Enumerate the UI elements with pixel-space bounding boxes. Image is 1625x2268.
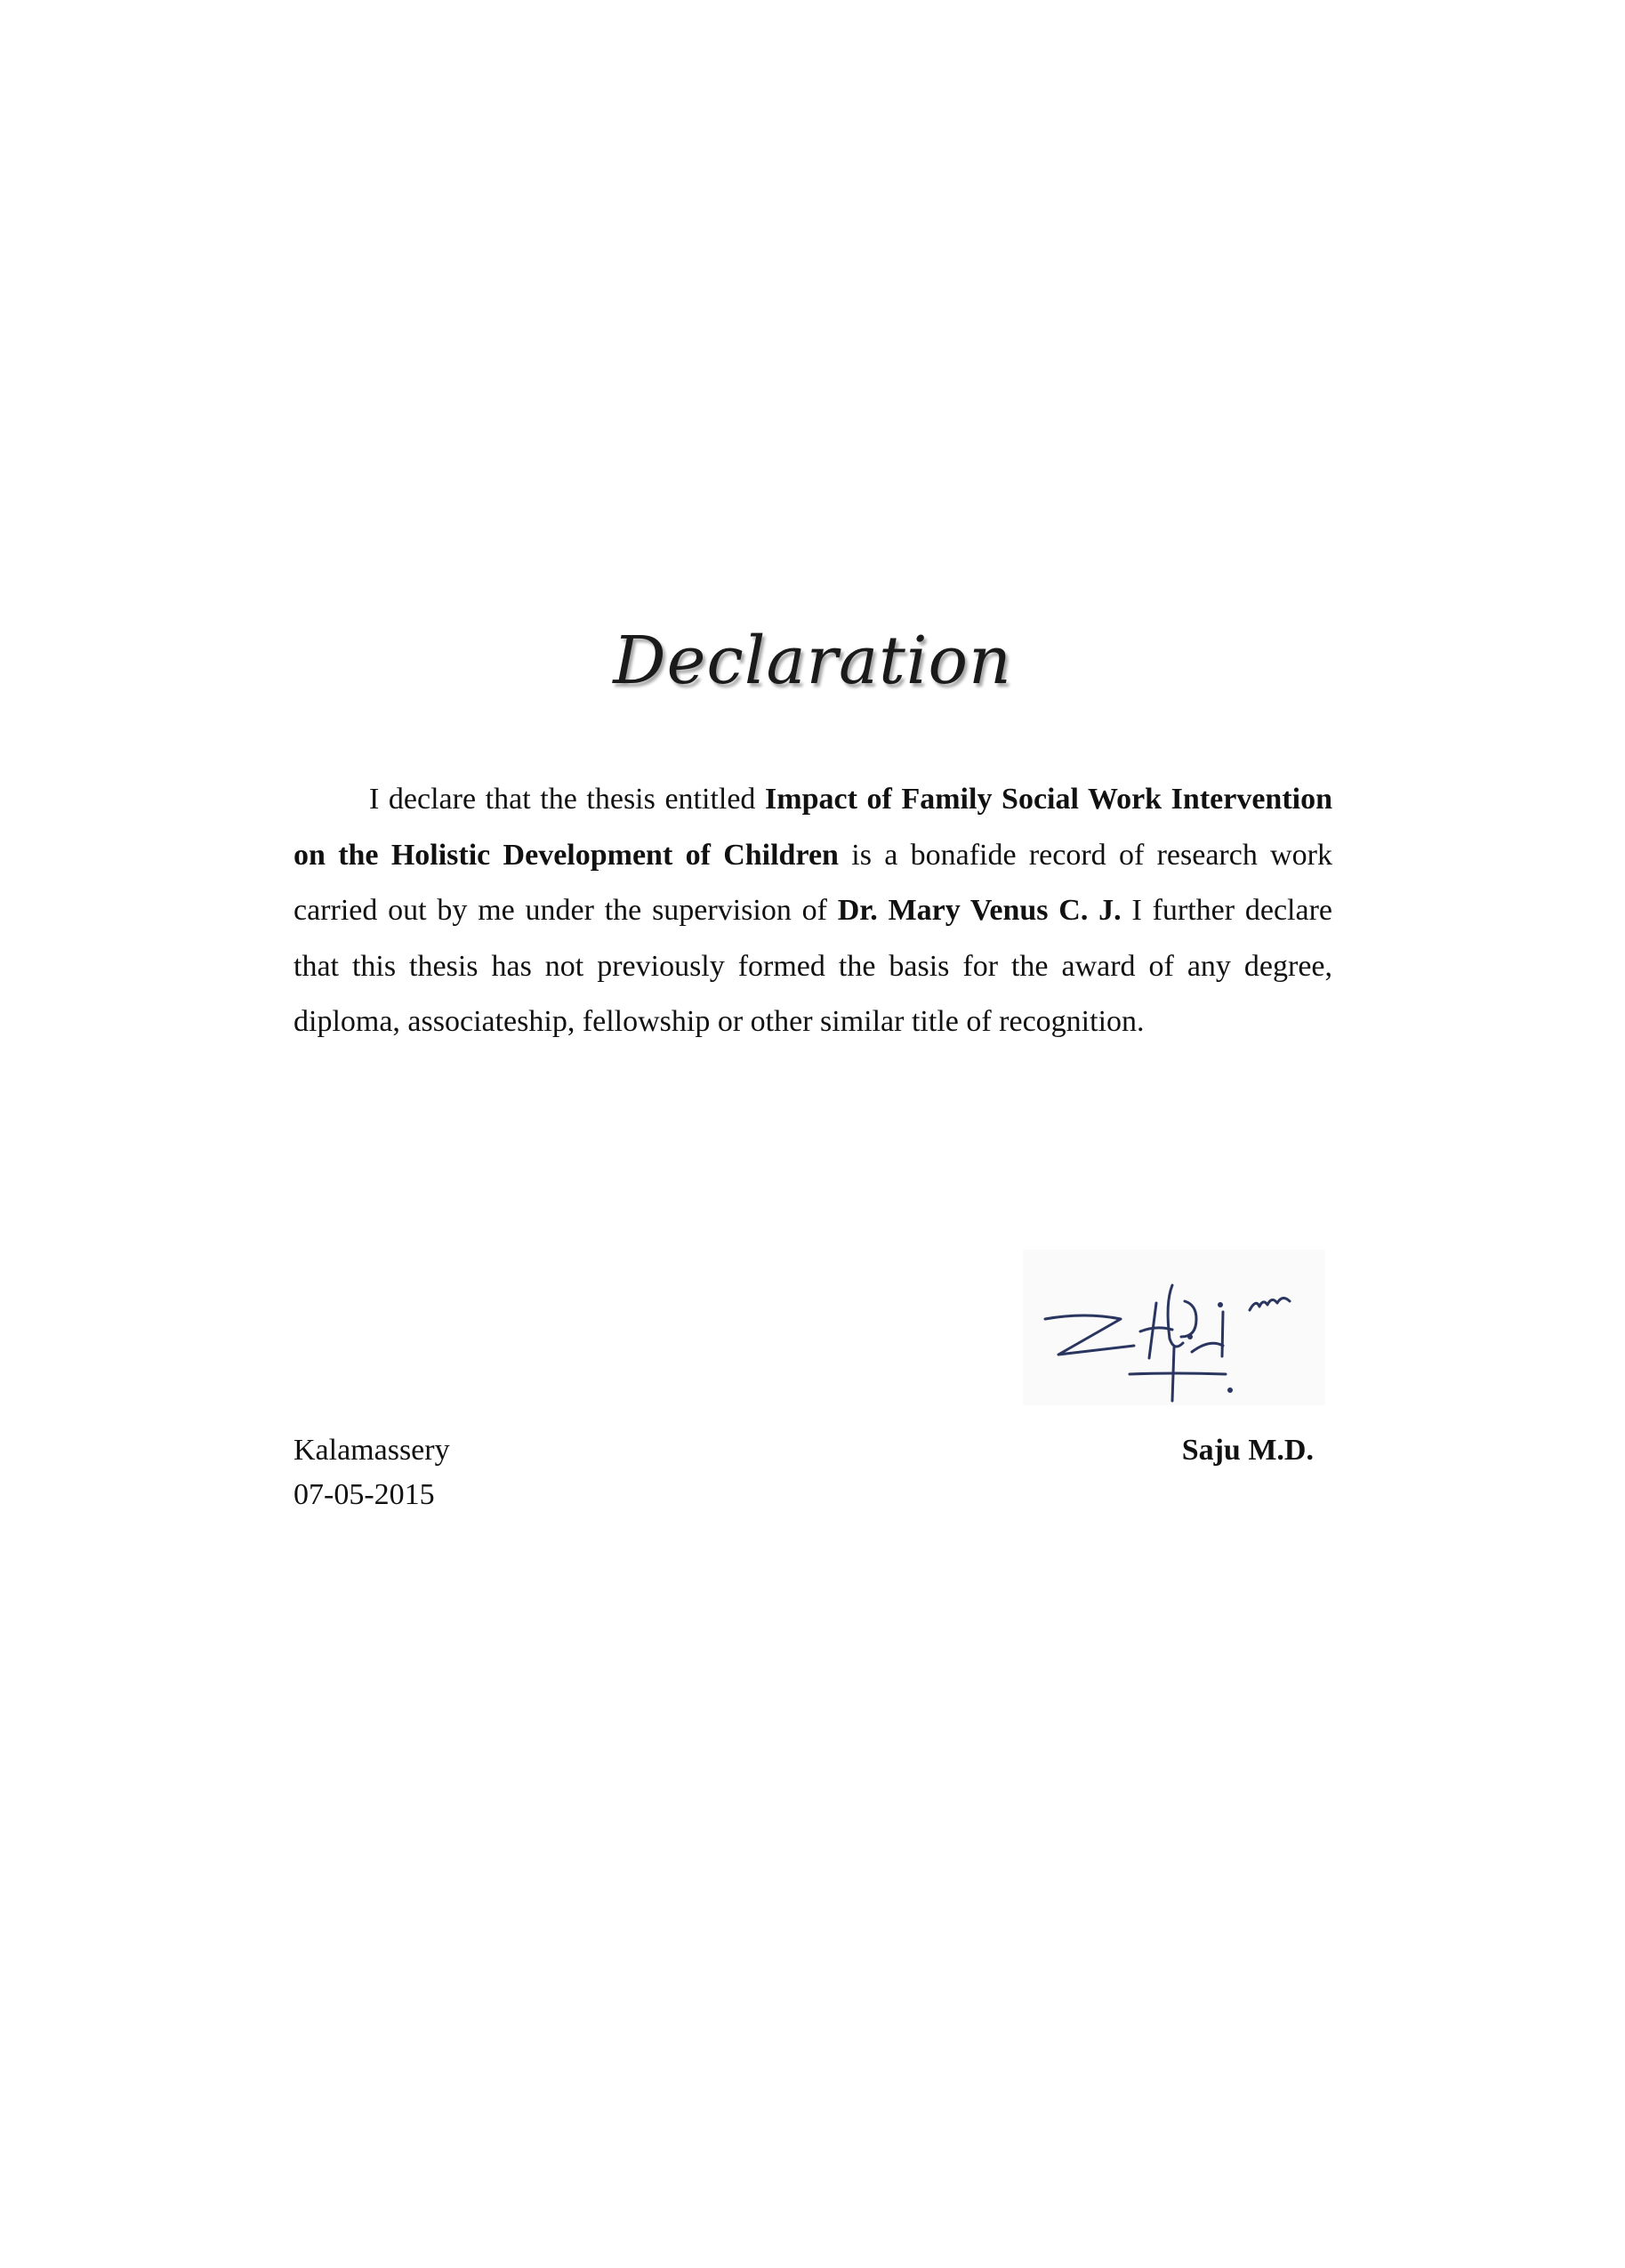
signer-name: Saju M.D. [1181, 1434, 1314, 1467]
para-intro: I declare that the thesis entitled [369, 783, 766, 816]
page-title: Declaration [613, 623, 1012, 699]
date: 07-05-2015 [294, 1478, 435, 1511]
place: Kalamassery [294, 1434, 450, 1467]
para-mid: is a bonafide record of research work carried out by me under the supervision of [294, 838, 1333, 927]
thesis-title: Impact of Family Social Work Intervention on the Holistic Development of Children [294, 783, 1332, 872]
para-outro: I further declare that this thesis has not previously formed the basis for the award of any degree, diploma, associateship, fellowship or other similar title of recognition. [294, 894, 1332, 1038]
declaration-paragraph [294, 772, 1332, 1050]
signature-icon [1023, 1250, 1325, 1405]
supervisor-name: Dr. Mary Venus C. J. [837, 894, 1122, 927]
